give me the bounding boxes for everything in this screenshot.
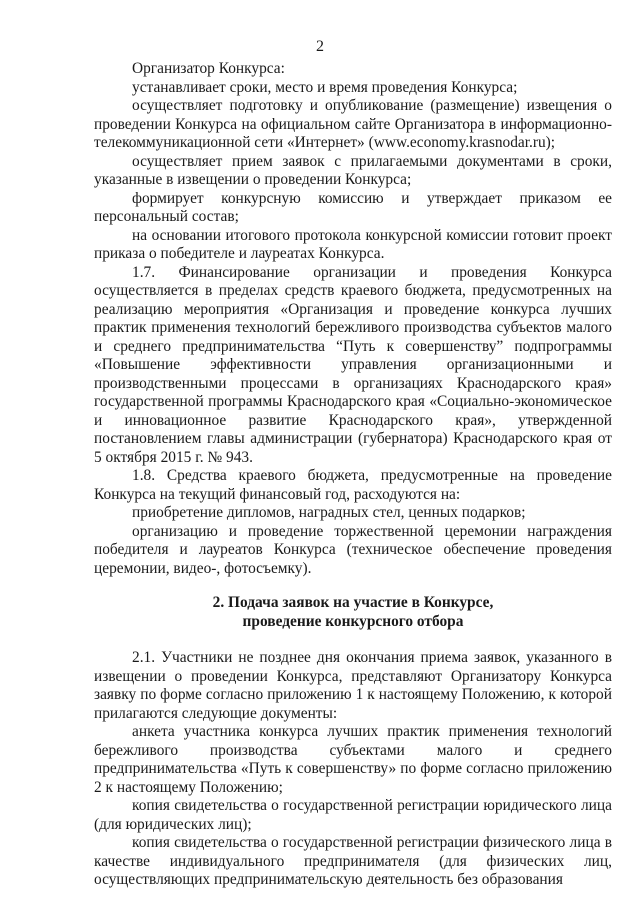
- document-body: [94, 60, 612, 890]
- page-number: 2: [316, 38, 324, 55]
- paragraph: 2.1. Участники не позднее дня окончания приема заявок, указанного в извещении о проведении Конкурса, представляют Организатору Конкурса заявку по форме согласно приложению 1 к настоящему Положению, к которой прилагаются следующие документы:: [94, 649, 612, 722]
- paragraph: 1.7. Финансирование организации и проведения Конкурса осуществляется в пределах средств краевого бюджета, предусмотренных на реализацию мероприятия «Организация и проведение конкурса лучших практик применения технологий бережливого производства субъектов малого и среднего предпринимательства “Путь к совершенству” подпрограммы «Повышение эффективности управления организационными и производственными процессами в организациях Краснодарского края» государственной программы Краснодарского края «Социально-экономическое и инновационное развитие Краснодарского края», утвержденной постановлением главы администрации (губернатора) Краснодарского края от 5 октября 2015 г. № 943.: [94, 263, 612, 466]
- paragraph: копия свидетельства о государственной регистрации юридического лица (для юридических лиц);: [94, 797, 612, 833]
- paragraph: 1.8. Средства краевого бюджета, предусмотренные на проведение Конкурса на текущий финансовый год, расходуются на:: [94, 467, 612, 503]
- paragraph: организацию и проведение торжественной церемонии награждения победителя и лауреатов Конкурса (техническое обеспечение проведения церемонии, видео-, фотосъемку).: [94, 522, 612, 577]
- paragraph: Организатор Конкурса:: [132, 60, 285, 77]
- paragraph: формирует конкурсную комиссию и утверждает приказом ее персональный состав;: [94, 189, 612, 225]
- paragraph: осуществляет подготовку и опубликование (размещение) извещения о проведении Конкурса на официальном сайте Организатора в информационно-телекоммуникационной сети «Интернет» (www.economy.krasnodar.ru);: [94, 97, 612, 151]
- paragraph: приобретение дипломов, наградных стел, ценных подарков;: [132, 504, 526, 521]
- section-heading-line: 2. Подача заявок на участие в Конкурсе,: [212, 594, 494, 611]
- section-heading-line: проведение конкурсного отбора: [242, 612, 464, 630]
- paragraph: копия свидетельства о государственной регистрации физического лица в качестве индивидуального предпринимателя (для физических лиц, осуществляющих предпринимательскую деятельность без образования: [94, 834, 612, 888]
- paragraph: устанавливает сроки, место и время проведения Конкурса;: [132, 78, 518, 96]
- paragraph: осуществляет прием заявок с прилагаемыми документами в сроки, указанные в извещении о проведении Конкурса;: [94, 152, 612, 188]
- paragraph: на основании итогового протокола конкурсной комиссии готовит проект приказа о победителе и лауреатах Конкурса.: [94, 226, 612, 262]
- paragraph: анкета участника конкурса лучших практик применения технологий бережливого производства субъектами малого и среднего предпринимательства «Путь к совершенству» по форме согласно приложению 2 к настоящему Положению;: [94, 723, 612, 796]
- section-heading: [94, 594, 612, 631]
